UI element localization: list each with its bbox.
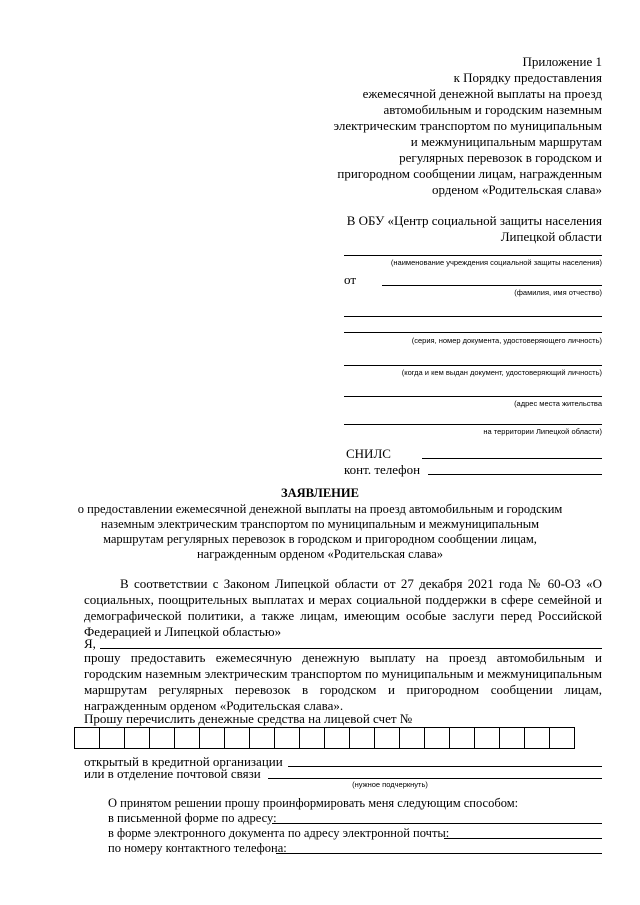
account-digit-cell[interactable] — [175, 728, 200, 749]
phone-field[interactable] — [428, 474, 602, 475]
notify-title: О принятом решении прошу проинформировать меня следующим способом: — [108, 796, 519, 810]
subtitle-line: маршрутам регулярных перевозок в городском и пригородном сообщении лицам, — [103, 532, 537, 546]
account-digit-cell[interactable] — [75, 728, 100, 749]
notify-phone-line[interactable] — [276, 853, 602, 854]
account-digit-cell[interactable] — [250, 728, 275, 749]
credit-org-line[interactable] — [288, 766, 602, 767]
account-digit-cell[interactable] — [525, 728, 550, 749]
notify-written-label: в письменной форме по адресу: — [108, 811, 277, 825]
account-digit-cell[interactable] — [375, 728, 400, 749]
institution-hint: (наименование учреждения социальной защиты населения) — [390, 258, 602, 267]
applicant-name-line[interactable] — [100, 648, 602, 649]
account-digit-cell[interactable] — [150, 728, 175, 749]
appendix-block — [300, 54, 602, 198]
fio-hint: (фамилия, имя отчество) — [514, 288, 602, 297]
ya-label: Я, — [84, 636, 96, 651]
subtitle-line: о предоставлении ежемесячной денежной выплаты на проезд автомобильным и городским — [77, 502, 563, 516]
from-label: от — [344, 272, 357, 287]
account-digit-cell[interactable] — [200, 728, 225, 749]
request-paragraph: прошу предоставить ежемесячную денежную выплату на проезд автомобильным и городским наземным электрическим транспортом по муниципальным и межмуниципальным маршрутам регулярных перевозок в городском и пригородном сообщении лицам, награжденным орденом «Родительская слава». — [84, 650, 602, 713]
statement-subtitle — [40, 502, 600, 562]
appendix-line: электрическим транспортом по муниципальным — [333, 118, 602, 133]
addressee-line-2: Липецкой области — [500, 229, 602, 244]
notify-email-line[interactable] — [444, 838, 602, 839]
appendix-line: Приложение 1 — [522, 54, 602, 69]
addressee-line-1: В ОБУ «Центр социальной защиты населения — [346, 213, 602, 228]
address-line-2[interactable] — [344, 424, 602, 425]
fio-line-2[interactable] — [344, 316, 602, 317]
statement-title: ЗАЯВЛЕНИЕ — [281, 486, 359, 500]
snils-field[interactable] — [422, 458, 602, 459]
notify-written-line[interactable] — [272, 823, 602, 824]
account-digit-cell[interactable] — [400, 728, 425, 749]
account-digit-cell[interactable] — [425, 728, 450, 749]
appendix-line: ежемесячной денежной выплаты на проезд — [362, 86, 602, 101]
account-digit-cell[interactable] — [125, 728, 150, 749]
account-label: Прошу перечислить денежные средства на лицевой счет № — [84, 711, 413, 726]
appendix-line: и межмуниципальным маршрутам — [410, 134, 602, 149]
fio-line[interactable] — [382, 285, 602, 286]
account-digit-cell[interactable] — [225, 728, 250, 749]
address-hint: (адрес места жительства — [514, 399, 602, 408]
account-digit-cell[interactable] — [325, 728, 350, 749]
account-digit-cell[interactable] — [100, 728, 125, 749]
appendix-line: автомобильным и городским наземным — [383, 102, 602, 117]
notify-phone-label: по номеру контактного телефона: — [108, 841, 287, 855]
law-paragraph: В соответствии с Законом Липецкой области от 27 декабря 2021 года № 60-ОЗ «О социальных, поощрительных выплатах и мерах социальной поддержки в сфере семейной и демографической политики, а также лицам, имеющим особые заслуги перед Российской Федерацией и Липецкой областью» — [84, 576, 602, 639]
account-digit-cell[interactable] — [350, 728, 375, 749]
account-digit-cell[interactable] — [300, 728, 325, 749]
account-number-grid — [74, 727, 575, 749]
appendix-line: пригородном сообщении лицам, награжденным — [337, 166, 602, 181]
account-digit-cell[interactable] — [475, 728, 500, 749]
account-digit-cell[interactable] — [500, 728, 525, 749]
document-hint: (серия, номер документа, удостоверяющего личность) — [411, 336, 602, 345]
post-office-line[interactable] — [268, 778, 602, 779]
address-line[interactable] — [344, 396, 602, 397]
phone-label: конт. телефон — [344, 462, 421, 477]
needed-hint: (нужное подчеркнуть) — [352, 780, 428, 789]
account-digit-cell[interactable] — [550, 728, 575, 749]
issued-hint: (когда и кем выдан документ, удостоверяющий личность) — [401, 368, 602, 377]
credit-org-label: открытый в кредитной организации — [84, 754, 283, 769]
institution-line[interactable] — [344, 255, 602, 256]
document-line[interactable] — [344, 332, 602, 333]
territory-hint: на территории Липецкой области) — [483, 427, 602, 436]
notify-email-label: в форме электронного документа по адресу электронной почты: — [108, 826, 450, 840]
issued-line[interactable] — [344, 365, 602, 366]
appendix-line: регулярных перевозок в городском и — [399, 150, 602, 165]
subtitle-line: наземным электрическим транспортом по муниципальным и межмуниципальным — [100, 517, 540, 531]
account-digit-cell[interactable] — [450, 728, 475, 749]
appendix-line: орденом «Родительская слава» — [431, 182, 602, 197]
appendix-line: к Порядку предоставления — [453, 70, 602, 85]
post-office-label: или в отделение почтовой связи — [84, 766, 261, 781]
account-digit-cell[interactable] — [275, 728, 300, 749]
subtitle-line: награжденным орденом «Родительская слава» — [196, 547, 443, 561]
snils-label: СНИЛС — [346, 446, 391, 461]
